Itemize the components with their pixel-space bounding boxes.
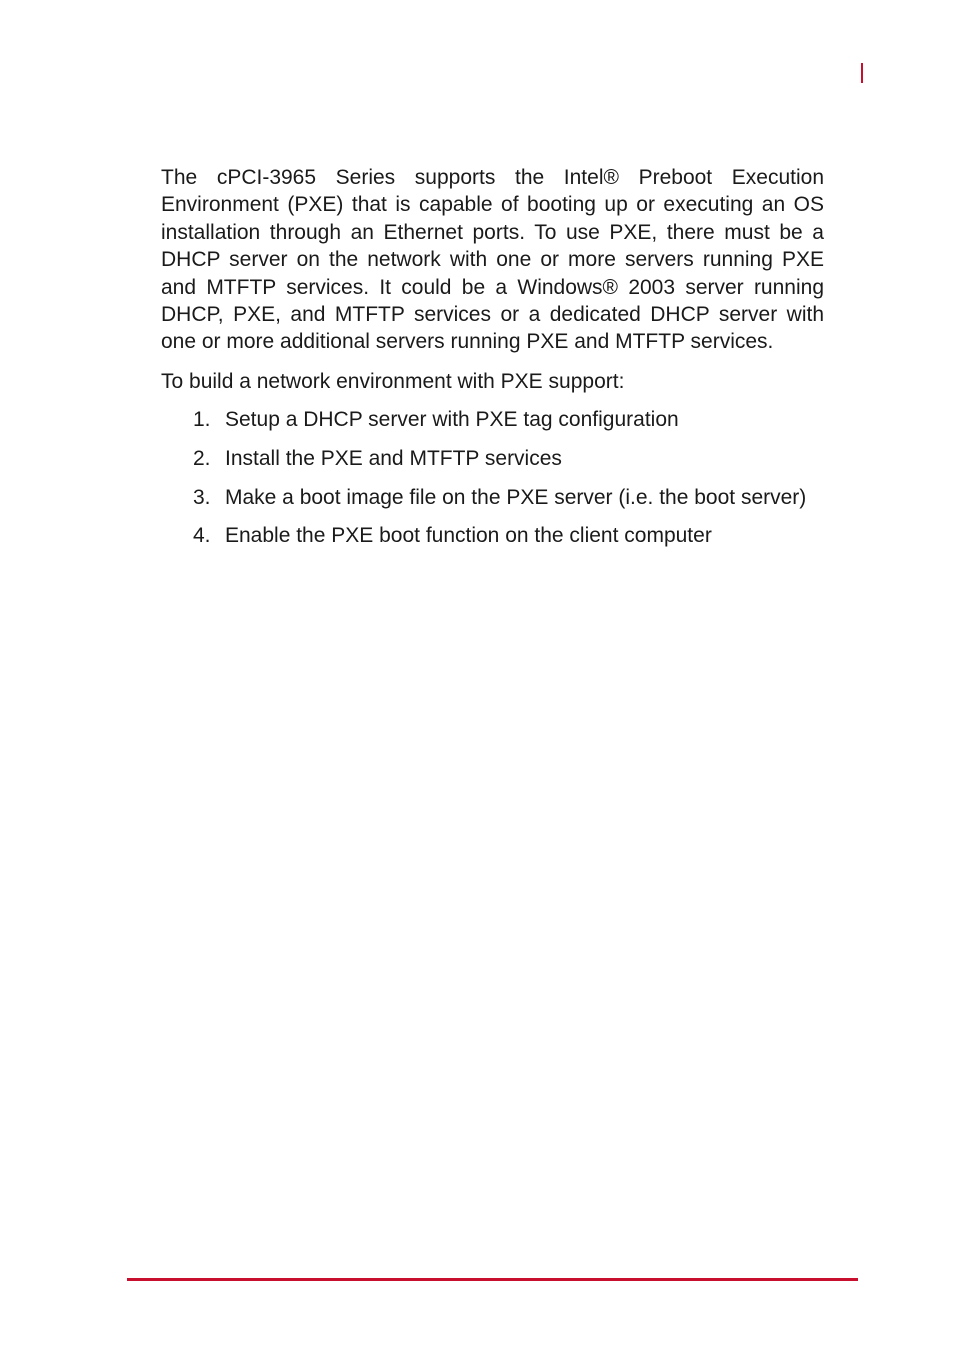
list-item — [161, 445, 881, 484]
step-text: Enable the PXE boot function on the client computer — [225, 524, 712, 548]
step-number: 3. — [193, 485, 211, 509]
step-number: 2. — [193, 446, 211, 470]
steps-list — [161, 406, 881, 561]
header-accent-mark — [861, 63, 863, 83]
footer-rule — [127, 1278, 858, 1281]
intro-paragraph: The cPCI-3965 Series supports the Intel® Preboot Execution Environment (PXE) that is capable of booting up or executing an OS installation through an Ethernet ports. To use PXE, there must be a DHCP server on the network with one or more servers running PXE and MTFTP services. It could be a Windows® 2003 server running DHCP, PXE, and MTFTP services or a dedicated DHCP server with one or more additional servers running PXE and MTFTP services. — [161, 166, 824, 354]
step-text: Make a boot image file on the PXE server (i.e. the boot server) — [225, 485, 807, 509]
steps-lead-text: To build a network environment with PXE support: — [161, 369, 625, 393]
step-text: Install the PXE and MTFTP services — [225, 446, 562, 470]
step-number: 1. — [193, 408, 211, 432]
step-text: Setup a DHCP server with PXE tag configuration — [225, 408, 679, 432]
list-item — [161, 406, 881, 445]
step-number: 4. — [193, 524, 211, 548]
page-content — [161, 164, 824, 561]
list-item — [161, 484, 881, 523]
list-item — [161, 522, 881, 561]
